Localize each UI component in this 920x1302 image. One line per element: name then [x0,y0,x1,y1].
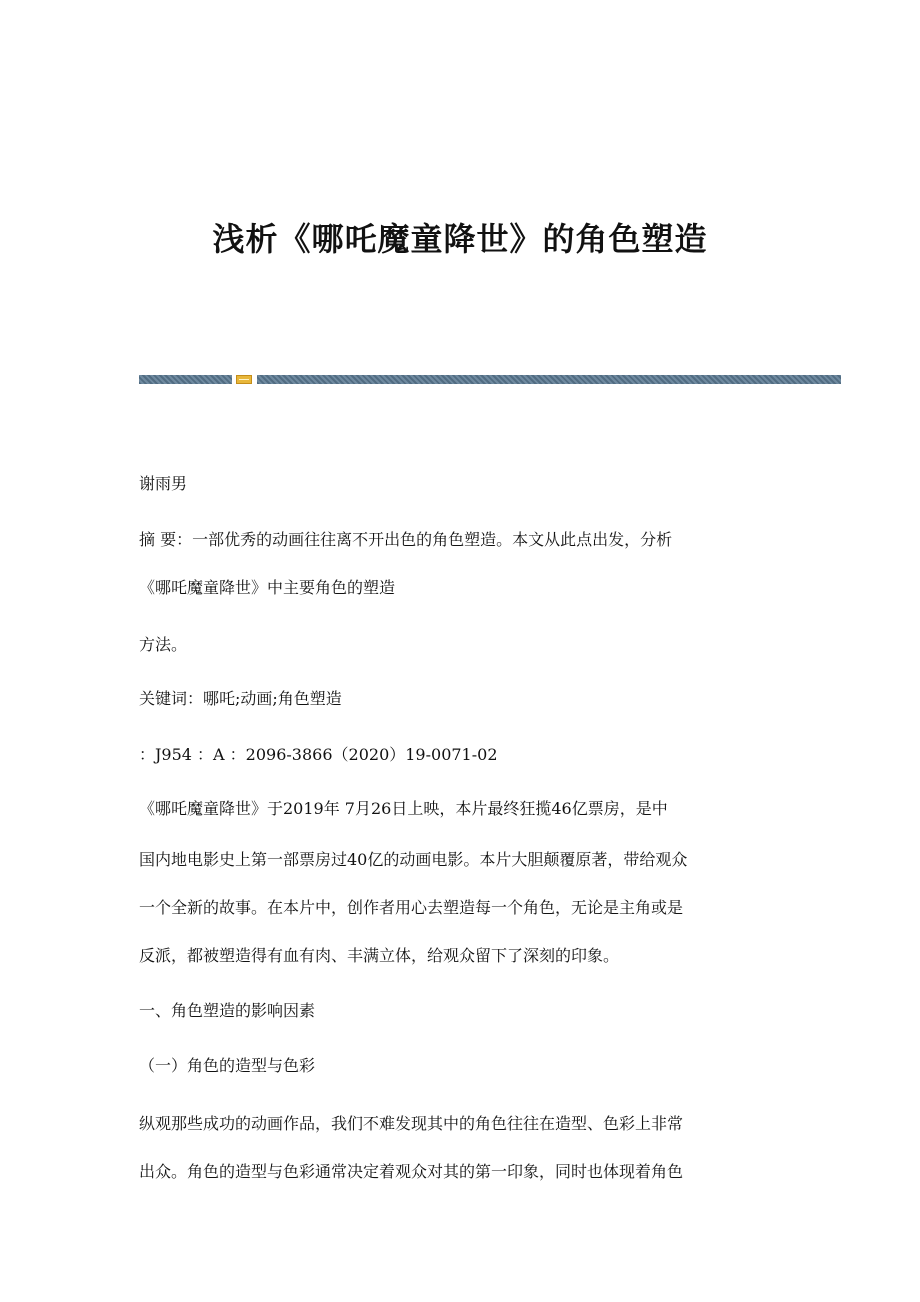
body-paragraph-line: 《哪吒魔童降世》于2019年 7月26日上映，本片最终狂揽46亿票房，是中 [139,799,668,818]
abstract-line: 方法。 [139,635,188,654]
keywords-line: 关键词：哪吒;动画;角色塑造 [139,689,342,708]
classification-line: ：J954 ：A ：2096-3866（2020）19-0071-02 [139,745,498,764]
divider-right-segment [257,375,841,384]
title-divider [139,375,841,384]
divider-left-segment [139,375,232,384]
subsection-heading: （一）角色的造型与色彩 [139,1056,316,1075]
body-paragraph-line: 纵观那些成功的动画作品，我们不难发现其中的角色往往在造型、色彩上非常 [139,1114,684,1133]
body-paragraph-line: 国内地电影史上第一部票房过40亿的动画电影。本片大胆颠覆原著，带给观众 [139,850,688,869]
divider-ornament [236,375,252,384]
body-paragraph-line: 一个全新的故事。在本片中，创作者用心去塑造每一个角色，无论是主角或是 [139,898,684,917]
abstract-line: 《哪吒魔童降世》中主要角色的塑造 [139,578,396,597]
abstract-line: 摘 要：一部优秀的动画往往离不开出色的角色塑造。本文从此点出发，分析 [139,530,673,549]
body-paragraph-line: 出众。角色的造型与色彩通常决定着观众对其的第一印象，同时也体现着角色 [139,1162,684,1181]
author-name: 谢雨男 [139,474,188,493]
page-title: 浅析《哪吒魔童降世》的角色塑造 [212,220,708,258]
body-paragraph-line: 反派，都被塑造得有血有肉、丰满立体，给观众留下了深刻的印象。 [139,946,620,965]
section-heading: 一、角色塑造的影响因素 [139,1001,316,1020]
